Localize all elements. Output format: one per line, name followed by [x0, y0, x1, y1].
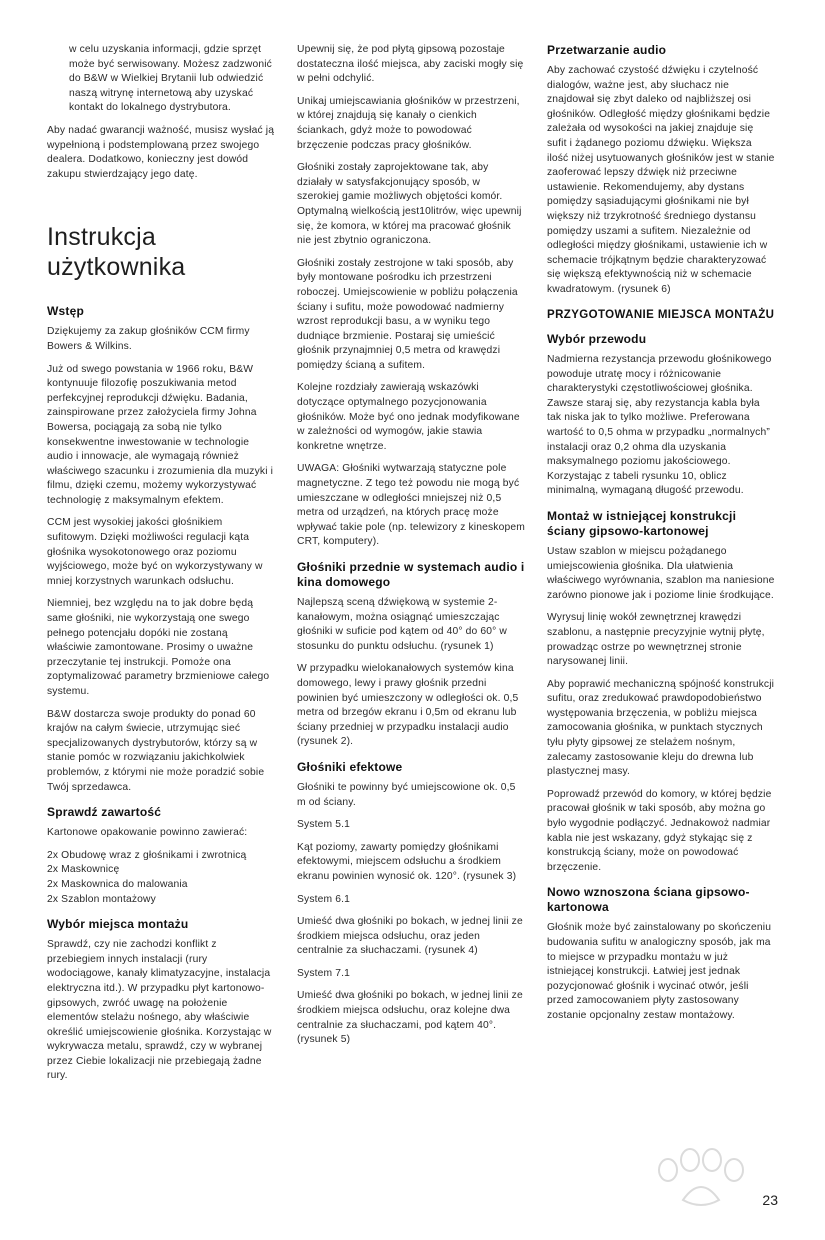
- clearance-paragraph: Upewnij się, że pod płytą gipsową pozostaje dostateczna ilość miejsca, aby zaciski mogły się w pełni odchylić.: [297, 44, 524, 85]
- new-drywall-paragraph: Głośnik może być zainstalowany po skończeniu budowania sufitu w analogiczny sposób, jak ma to miejsce w przypadku montażu w już istniejącej konstrukcji. Łatwiej jest jednak pozycjonować głośnik i wycinać otwór, jeśli przed zamocowaniem płyty zastosowany zostanie opcjonalny zestaw montażowy.: [547, 922, 772, 1021]
- existing-drywall-heading: Montaż w istniejącej konstrukcji ściany gipsowo-kartonowej: [547, 508, 737, 538]
- list-item: 2x Maskownicę: [47, 864, 120, 876]
- column-middle: [297, 43, 525, 1056]
- paw-icon: [598, 1130, 788, 1210]
- existing-paragraph-3: Aby poprawić mechaniczną spójność konstrukcji sufitu, oraz zredukować prawdopodobieństwo występowania brzęczenia, w pobliżu miejsca zamocowania głośnika, w punktach stycznych tyłu płyty gipsowej ze stelażem nośnym, zalecamy zastosowanie kleju do drewna lub plastycznej masy.: [547, 678, 775, 778]
- intro-paragraph-5: B&W dostarcza swoje produkty do ponad 60 krajów na całym świecie, utrzymując sieć specjalizowanych dystrybutorów, którzy są w stanie pomóc w rozwiązaniu jakichkolwiek problemów, z którymi nie może poradzić sobie Twój sprzedawca.: [47, 708, 265, 793]
- page-number: 23: [762, 1192, 778, 1208]
- intro-paragraph-3: CCM jest wysokiej jakości głośnikiem sufitowym. Dzięki możliwości regulacji kąta głośnika wysokotonowego oraz poziomu wyjściowego, może być on wykorzystywany w mniej korzystnych warunkach odsłuchu.: [47, 517, 263, 587]
- system-51-label: System 5.1: [297, 819, 351, 831]
- existing-paragraph-4: Poprowadź przewód do komory, w której będzie pracował głośnik w taki sposób, aby można go było wygodnie podłączyć. Jednakowoż nadmiar kabla nie jest wskazany, gdyż stykając się z konstrukcją ściany, może on powodować brzęczenie.: [547, 788, 772, 873]
- intro-paragraph-1: Dziękujemy za zakup głośników CCM firmy Bowers & Wilkins.: [47, 326, 250, 352]
- location-paragraph: Sprawdź, czy nie zachodzi konflikt z przebiegiem innych instalacji (rury wodociągowe, kanały klimatyzacyjne, instalacja elektryczna itd.). W przypadku płyt kartonowo-gipsowych, zwróć uwagę na położenie elementów stelażu nośnego, aby właściwie określić umiejscowienie głośnika. Korzystając w wykrywacza metalu, sprawdź, czy w wybranej przez Ciebie lokalizacji nie przebiegają żadne rury.: [47, 939, 272, 1082]
- column-right: [547, 43, 775, 1032]
- watermark-logo: [598, 1130, 788, 1210]
- location-heading: Wybór miejsca montażu: [47, 917, 189, 932]
- list-item: 2x Maskownica do malowania: [47, 878, 188, 890]
- existing-paragraph-2: Wyrysuj linię wokół zewnętrznej krawędzi szablonu, a następnie precyzyjnie wytnij płytę, prowadząc ostrze po wewnętrznej stronie narysowanej linii.: [547, 612, 765, 668]
- effects-paragraph: Głośniki te powinny być umiejscowione ok. 0,5 m od ściany.: [297, 781, 516, 808]
- volume-paragraph: Głośniki zostały zaprojektowane tak, aby działały w satysfakcjonujący sposób, w szerokiej gamie możliwych objętości komór. Optymalną wielkością jest10litrów, więc upewnij się, że komora, w której ma pracować głośnik nie jest zbytnio ograniczona.: [297, 162, 522, 247]
- guidance-paragraph: Kolejne rozdziały zawierają wskazówki dotyczące optymalnego pozycjonowania głośników. Może być ono jednak modyfikowane w zależności od wymogów, jakie stawia konkretne wnętrze.: [297, 382, 520, 452]
- intro-paragraph-2: Już od swego powstania w 1966 roku, B&W kontynuuje filozofię poszukiwania metod perfekcyjnej reprodukcji dźwięku. Badania, zainspirowane przez założyciela firmy Johna Bowersa, pociągają za sobą nie tylko konsekwentne inwestowanie w technologie audio i innowacje, ale wymagają również właściwego szacunku i zrozumienia dla muzyki i filmu, dzięki czemu, możemy wykorzystywać technologię z maksymalnym efektem.: [47, 363, 274, 506]
- title-line-1: Instrukcja: [47, 223, 156, 252]
- system-61-label: System 6.1: [297, 893, 351, 905]
- effects-heading: Głośniki efektowe: [297, 759, 403, 774]
- front-paragraph-2: W przypadku wielokanałowych systemów kina domowego, lewy i prawy głośnik przedni powinien być umieszczony w odległości ok. 0,5 metra od brzegów ekranu i 0,5m od ekranu lub ściany przedniej w przypadku instalacji audio (rysunek 2).: [297, 663, 519, 748]
- system-51-paragraph: Kąt poziomy, zawarty pomiędzy głośnikami efektowymi, miejscem odsłuchu a środkiem ekranu powinien wynosić ok. 120°. (rysunek 3): [297, 841, 517, 882]
- new-drywall-heading: Nowo wznoszona ściana gipsowo-kartonowa: [547, 885, 750, 915]
- audio-processing-heading: Przetwarzanie audio: [547, 43, 667, 57]
- front-speakers-heading: Głośniki przednie w systemach audio i kina domowego: [297, 560, 525, 589]
- contents-heading: Sprawdź zawartość: [47, 805, 162, 820]
- column-left: [47, 43, 275, 1092]
- title-line-2: użytkownika: [47, 253, 186, 282]
- page-title: [47, 222, 275, 282]
- contents-paragraph: Kartonowe opakowanie powinno zawierać:: [47, 827, 248, 839]
- system-61-paragraph: Umieść dwa głośniki po bokach, w jednej linii ze środkiem miejsca odsłuchu, oraz jeden centralnie za słuchaczami. (rysunek 4): [297, 916, 523, 957]
- existing-paragraph-1: Ustaw szablon w miejscu pożądanego umiejscowienia głośnika. Dla ułatwienia właściwego wyrównania, szablon ma naniesione zarówno pionowe jak i poziome linie środkujące.: [547, 545, 775, 601]
- intro-paragraph-indented: w celu uzyskania informacji, gdzie sprzęt może być serwisowany. Możesz zadzwonić do B&W w Wielkiej Brytanii lub odwiedzić naszą witrynę internetową aby uzyskać kontakt do lokalnego dystrybutora.: [69, 44, 272, 114]
- cable-heading: Wybór przewodu: [547, 332, 647, 346]
- list-item: 2x Szablon montażowy: [47, 893, 156, 905]
- warranty-paragraph: Aby nadać gwarancji ważność, musisz wysłać ją wypełnioną i podstemplowaną przez swojego dealera. Dodatkowo, konieczny jest dowód zakupu stwierdzający jego datę.: [47, 124, 275, 180]
- list-item: 2x Obudowę wraz z głośnikami i zwrotnicą: [47, 849, 247, 861]
- magnetic-warning-paragraph: UWAGA: Głośniki wytwarzają statyczne pole magnetyczne. Z tego też powodu nie mogą być umieszczane w odległości mniejszej niż 0,5 metra od urządzeń, na których pracę może wpływać takie pole (np. telewizory z kineskopem CRT, komputery).: [297, 463, 525, 548]
- placement-paragraph: Głośniki zostały zestrojone w taki sposób, aby były montowane pośrodku ich przestrzeni roboczej. Umiejscowienie w pobliżu połączenia ściany i sufitu, może powodować nadmierny wzrost reprodukcji basu, a w wyniku tego dudniące brzmienie. Postaraj się umieścić głośnik przynajmniej 0,5 metra od krawędzi pomiędzy ścianą a sufitem.: [297, 257, 518, 371]
- cable-paragraph: Nadmierna rezystancja przewodu głośnikowego powoduje utratę mocy i różnicowanie charakterystyki częstotliwościowej głośnika. Zawsze staraj się, aby rezystancja kabla była tak niska jak to tylko możliwe. Preferowana wartość to 0,5 ohma w przypadku „normalnych” instalacji oraz 0,2 ohma dla uzyskania maksymalnego poziomu jakościowego. Korzystając z tabeli rysunku 10, oblicz minimalną, wymaganą długość przewodu.: [547, 354, 772, 497]
- intro-heading: Wstęp: [47, 304, 84, 319]
- ducts-paragraph: Unikaj umiejscawiania głośników w przestrzeni, w której znajdują się kanały o cienkich ściankach, gdyż może to powodować brzęczenie podczas pracy głośników.: [297, 95, 520, 151]
- site-preparation-heading: PRZYGOTOWANIE MIEJSCA MONTAŻU: [547, 308, 775, 321]
- intro-paragraph-4: Niemniej, bez względu na to jak dobre będą same głośniki, nie wykorzystają one swego pełnego potencjału dopóki nie zostaną właściwie zamontowane. Prosimy o uważne przeczytanie tej instrukcji. Pomoże ona zoptymalizować parametry brzmieniowe całego systemu.: [47, 598, 270, 697]
- system-71-paragraph: Umieść dwa głośniki po bokach, w jednej linii ze środkiem miejsca odsłuchu, oraz kolejne dwa centralnie za słuchaczami, pod kątem 40°. (rysunek 5): [297, 990, 523, 1046]
- front-paragraph-1: Najlepszą sceną dźwiękową w systemie 2-kanałowym, można osiągnąć umieszczając głośniki w suficie pod kątem od 40° do 60° w stosunku do punktu odsłuchu. (rysunek 1): [297, 597, 508, 652]
- contents-list: [47, 849, 275, 907]
- system-71-label: System 7.1: [297, 967, 351, 979]
- audio-processing-paragraph: Aby zachować czystość dźwięku i czytelność dialogów, ważne jest, aby słuchacz nie znajdował się zbyt daleko od najbliższej osi głośników. Odległość między głośnikami będzie zależała od wysokości na jakiej znajduje się sufit i żądanego poziomu dźwięku. Większa ilość niżej usytuowanych głośników jest w stanie zaoferować lepszy dźwięk niż przeciwne ustawienie. Rekomendujemy, aby dystans pomiędzy sąsiadującymi głośnikami nie był większy niż trzykrotność średniego dystansu pomiędzy uszami a sufitem. Niezależnie od odległości między głośnikami, ustawienie ich w schemacie trójkątnym będzie charakteryzować się większą efektywnością niż w schemacie kwadratowym. (rysunek 6): [547, 65, 775, 295]
